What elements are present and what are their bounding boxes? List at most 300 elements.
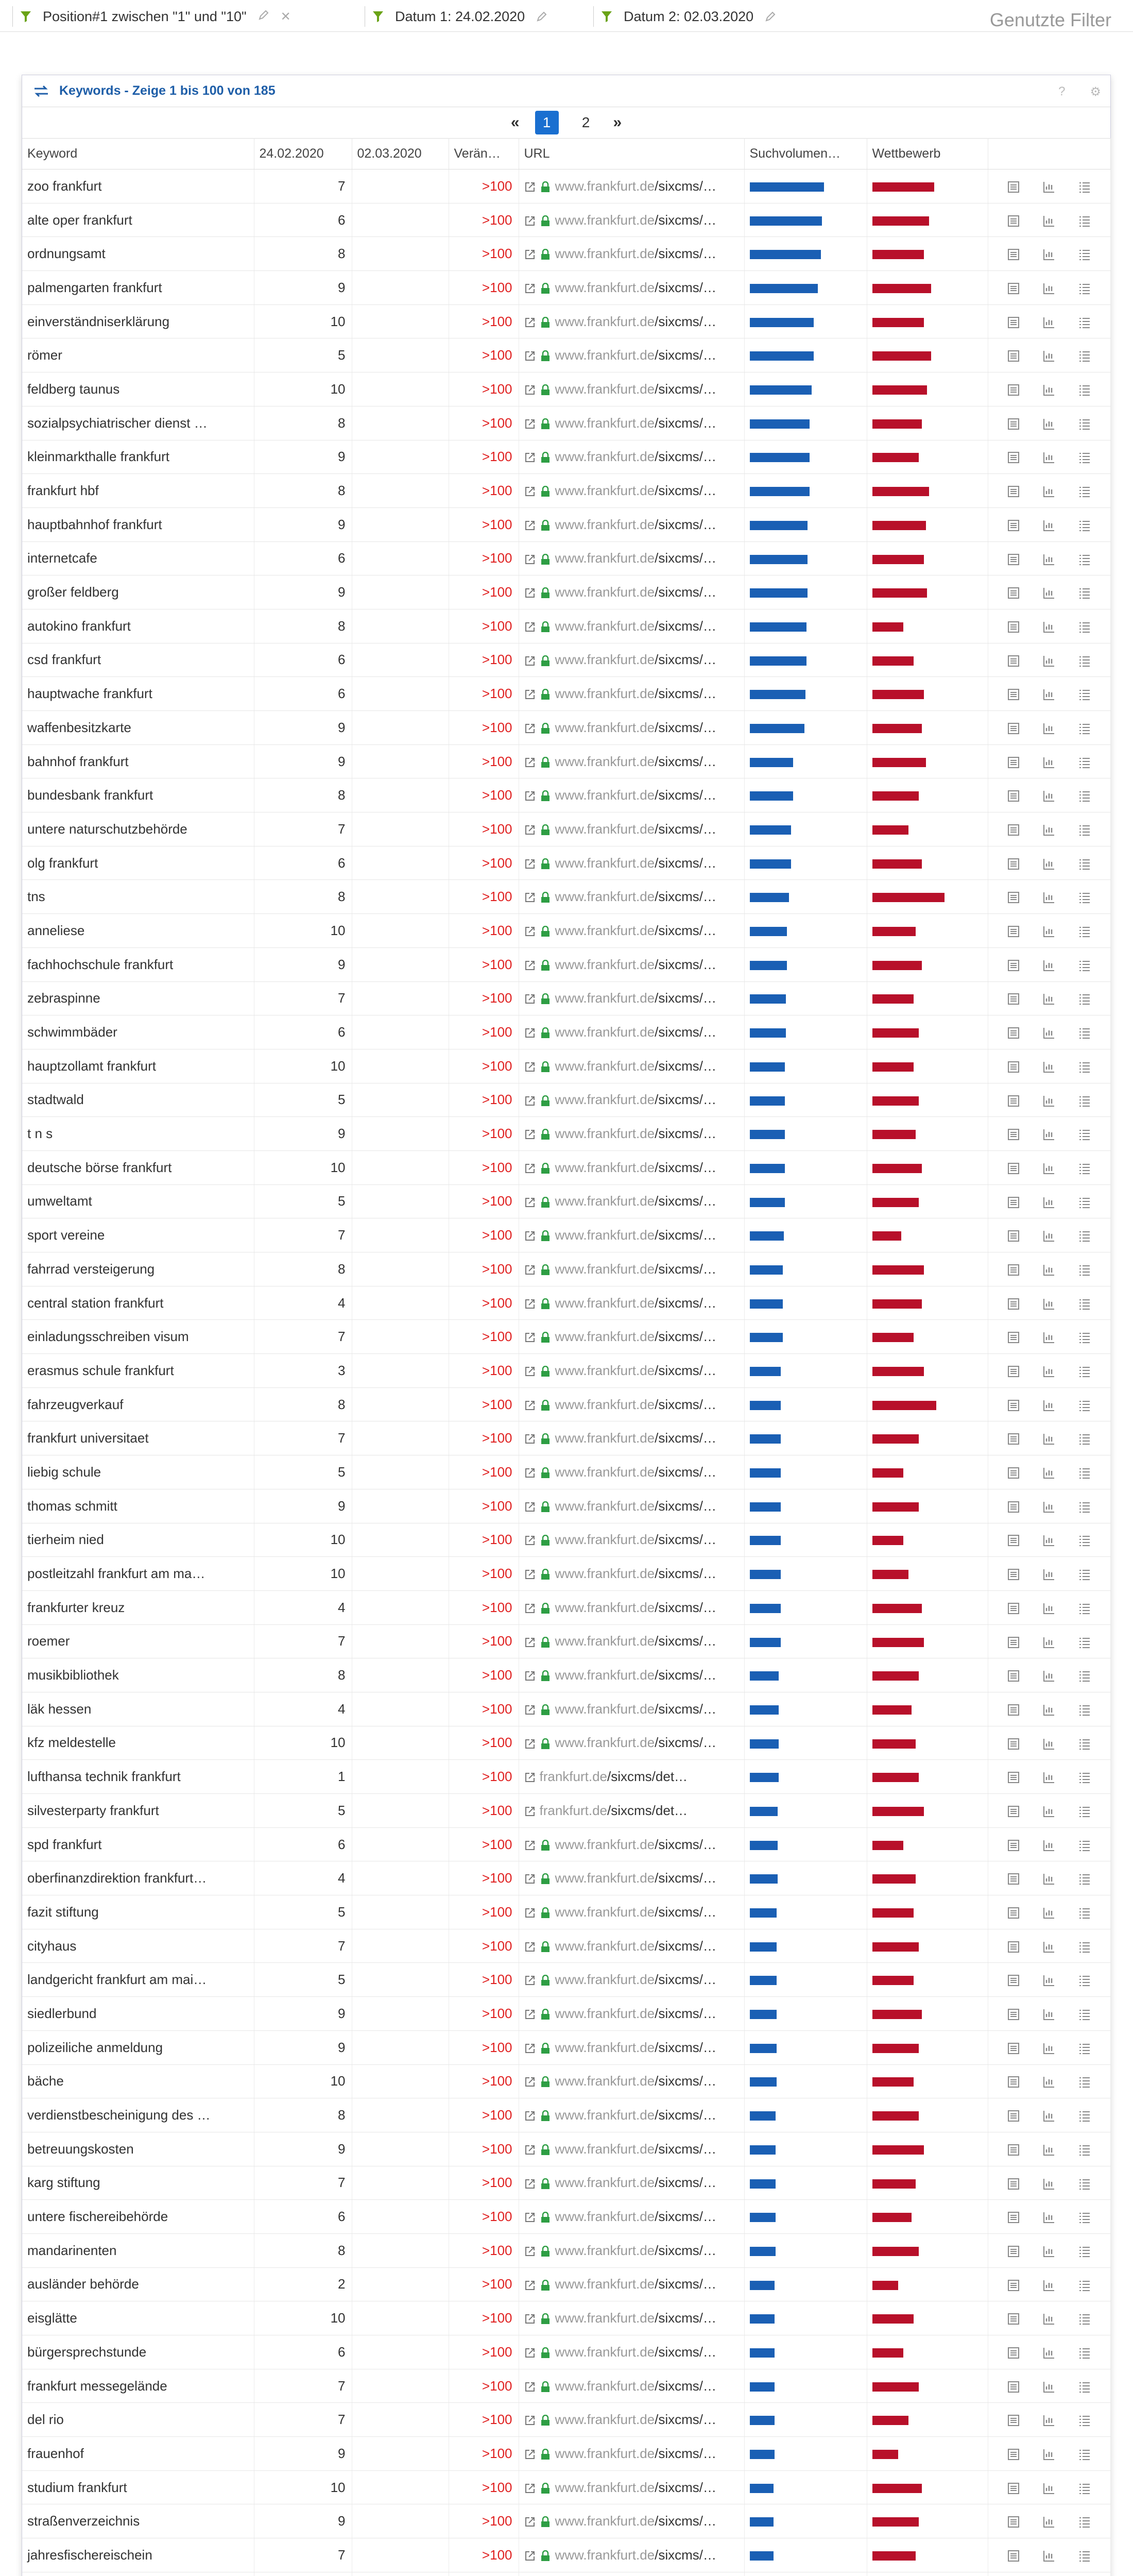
keyword-cell[interactable]: frankfurt messegelände	[22, 2369, 254, 2403]
details-icon[interactable]	[1007, 1602, 1020, 1615]
chart-icon[interactable]	[1042, 180, 1056, 194]
url-domain[interactable]: www.frankfurt.de	[555, 1498, 655, 1514]
url-path[interactable]: /sixcms/…	[655, 2175, 717, 2191]
prev-page-button[interactable]: «	[510, 114, 520, 131]
url-domain[interactable]: www.frankfurt.de	[555, 1904, 655, 1920]
list-icon[interactable]	[1078, 1500, 1091, 1514]
keyword-cell[interactable]: untere fischereibehörde	[22, 2200, 254, 2234]
url-domain[interactable]: www.frankfurt.de	[555, 1261, 655, 1277]
chart-icon[interactable]	[1042, 1940, 1056, 1954]
details-icon[interactable]	[1007, 553, 1020, 566]
keyword-cell[interactable]: feldberg taunus	[22, 372, 254, 406]
table-row[interactable]	[22, 2200, 1110, 2234]
table-row[interactable]	[22, 1252, 1110, 1286]
chart-icon[interactable]	[1042, 992, 1056, 1006]
table-row[interactable]	[22, 2470, 1110, 2504]
keyword-cell[interactable]: zebraspinne	[22, 981, 254, 1015]
external-link-icon[interactable]	[524, 520, 536, 531]
details-icon[interactable]	[1007, 1128, 1020, 1141]
table-row[interactable]	[22, 203, 1110, 237]
url-domain[interactable]: www.frankfurt.de	[555, 1735, 655, 1751]
chart-icon[interactable]	[1042, 1636, 1056, 1649]
details-icon[interactable]	[1007, 2448, 1020, 2461]
keyword-cell[interactable]: untere naturschutzbehörde	[22, 812, 254, 846]
table-row[interactable]	[22, 406, 1110, 440]
chart-icon[interactable]	[1042, 1365, 1056, 1378]
external-link-icon[interactable]	[524, 1535, 536, 1546]
keyword-cell[interactable]: einladungsschreiben visum	[22, 1320, 254, 1354]
keyword-cell[interactable]: del rio	[22, 2403, 254, 2437]
table-row[interactable]	[22, 880, 1110, 914]
url-path[interactable]: /sixcms/…	[655, 821, 717, 837]
keyword-cell[interactable]: t n s	[22, 1117, 254, 1151]
list-icon[interactable]	[1078, 1568, 1091, 1581]
keyword-cell[interactable]: bundesbank frankfurt	[22, 778, 254, 812]
list-icon[interactable]	[1078, 789, 1091, 803]
details-icon[interactable]	[1007, 1636, 1020, 1649]
keyword-cell[interactable]: zoo frankfurt	[22, 170, 254, 204]
external-link-icon[interactable]	[524, 1738, 536, 1750]
keyword-cell[interactable]: umweltamt	[22, 1184, 254, 1218]
chart-icon[interactable]	[1042, 2549, 1056, 2563]
keyword-cell[interactable]: kfz meldestelle	[22, 1726, 254, 1760]
details-icon[interactable]	[1007, 2245, 1020, 2258]
details-icon[interactable]	[1007, 1771, 1020, 1784]
keyword-cell[interactable]: kleinmarkthalle frankfurt	[22, 440, 254, 474]
keyword-cell[interactable]: frankfurt universitaet	[22, 1421, 254, 1455]
url-domain[interactable]: www.frankfurt.de	[555, 618, 655, 634]
list-icon[interactable]	[1078, 1365, 1091, 1378]
keyword-cell[interactable]: jahresfischereischein	[22, 2538, 254, 2572]
list-icon[interactable]	[1078, 2346, 1091, 2360]
chart-icon[interactable]	[1042, 383, 1056, 397]
details-icon[interactable]	[1007, 1229, 1020, 1243]
details-icon[interactable]	[1007, 1534, 1020, 1547]
details-icon[interactable]	[1007, 2109, 1020, 2123]
external-link-icon[interactable]	[524, 350, 536, 362]
chart-icon[interactable]	[1042, 2143, 1056, 2157]
table-row[interactable]	[22, 2369, 1110, 2403]
list-icon[interactable]	[1078, 1839, 1091, 1852]
external-link-icon[interactable]	[524, 1061, 536, 1073]
keyword-cell[interactable]: musikbibliothek	[22, 1658, 254, 1692]
url-path[interactable]: /sixcms/…	[655, 381, 717, 397]
url-path[interactable]: /sixcms/…	[655, 212, 717, 228]
chart-icon[interactable]	[1042, 2211, 1056, 2224]
url-path[interactable]: /sixcms/…	[655, 550, 717, 566]
external-link-icon[interactable]	[524, 1975, 536, 1986]
url-domain[interactable]: www.frankfurt.de	[555, 2547, 655, 2563]
details-icon[interactable]	[1007, 214, 1020, 228]
url-domain[interactable]: www.frankfurt.de	[555, 956, 655, 972]
chart-icon[interactable]	[1042, 1500, 1056, 1514]
url-domain[interactable]: www.frankfurt.de	[555, 2412, 655, 2428]
table-row[interactable]	[22, 1117, 1110, 1151]
url-domain[interactable]: www.frankfurt.de	[555, 2073, 655, 2089]
table-row[interactable]	[22, 677, 1110, 711]
details-icon[interactable]	[1007, 2482, 1020, 2495]
external-link-icon[interactable]	[524, 1230, 536, 1242]
details-icon[interactable]	[1007, 756, 1020, 769]
url-path[interactable]: /sixcms/…	[655, 889, 717, 905]
list-icon[interactable]	[1078, 1771, 1091, 1784]
chart-icon[interactable]	[1042, 925, 1056, 938]
keyword-cell[interactable]: roemer	[22, 1624, 254, 1658]
details-icon[interactable]	[1007, 1568, 1020, 1581]
url-path[interactable]: /sixcms/…	[655, 2209, 717, 2225]
url-domain[interactable]: www.frankfurt.de	[555, 686, 655, 702]
page-2-button[interactable]: 2	[581, 114, 590, 130]
url-domain[interactable]: www.frankfurt.de	[555, 1126, 655, 1142]
details-icon[interactable]	[1007, 2515, 1020, 2529]
chart-icon[interactable]	[1042, 891, 1056, 904]
keyword-cell[interactable]: thomas schmitt	[22, 1489, 254, 1523]
details-icon[interactable]	[1007, 2008, 1020, 2021]
keyword-cell[interactable]	[22, 2572, 254, 2576]
keyword-cell[interactable]: lufthansa technik frankfurt	[22, 1760, 254, 1794]
url-domain[interactable]: www.frankfurt.de	[555, 1667, 655, 1683]
list-icon[interactable]	[1078, 2211, 1091, 2224]
url-domain[interactable]: www.frankfurt.de	[555, 2479, 655, 2495]
details-icon[interactable]	[1007, 1297, 1020, 1311]
external-link-icon[interactable]	[524, 689, 536, 700]
chart-icon[interactable]	[1042, 2177, 1056, 2191]
table-row[interactable]	[22, 2098, 1110, 2132]
external-link-icon[interactable]	[524, 1603, 536, 1614]
url-path[interactable]: /sixcms/…	[655, 1904, 717, 1920]
chart-icon[interactable]	[1042, 722, 1056, 735]
external-link-icon[interactable]	[524, 655, 536, 667]
url-path[interactable]: /sixcms/…	[655, 1599, 717, 1615]
details-icon[interactable]	[1007, 2211, 1020, 2224]
filter-chip[interactable]	[12, 6, 291, 27]
table-row[interactable]	[22, 338, 1110, 372]
url-domain[interactable]: www.frankfurt.de	[555, 1058, 655, 1074]
url-path[interactable]: /sixcms/…	[655, 2513, 717, 2529]
url-domain[interactable]: www.frankfurt.de	[555, 2141, 655, 2157]
external-link-icon[interactable]	[524, 2483, 536, 2494]
url-domain[interactable]: www.frankfurt.de	[555, 2209, 655, 2225]
details-icon[interactable]	[1007, 1026, 1020, 1040]
table-row[interactable]	[22, 1218, 1110, 1252]
url-path[interactable]: /sixcms/…	[655, 313, 717, 329]
external-link-icon[interactable]	[524, 2110, 536, 2122]
table-row[interactable]	[22, 1997, 1110, 2031]
list-icon[interactable]	[1078, 2177, 1091, 2191]
list-icon[interactable]	[1078, 1974, 1091, 1987]
url-path[interactable]: /sixcms/…	[655, 2479, 717, 2495]
table-row[interactable]	[22, 304, 1110, 338]
url-domain[interactable]: www.frankfurt.de	[555, 2310, 655, 2326]
keyword-cell[interactable]: schwimmbäder	[22, 1015, 254, 1049]
table-row[interactable]	[22, 1658, 1110, 1692]
keyword-cell[interactable]: römer	[22, 338, 254, 372]
keyword-cell[interactable]: polizeiliche anmeldung	[22, 2030, 254, 2064]
keyword-cell[interactable]: sport vereine	[22, 1218, 254, 1252]
next-page-button[interactable]: »	[613, 114, 622, 131]
external-link-icon[interactable]	[524, 1163, 536, 1174]
keyword-cell[interactable]: betreuungskosten	[22, 2132, 254, 2166]
keyword-cell[interactable]: anneliese	[22, 914, 254, 948]
list-icon[interactable]	[1078, 1060, 1091, 1074]
list-icon[interactable]	[1078, 823, 1091, 837]
url-domain[interactable]: www.frankfurt.de	[555, 1532, 655, 1548]
list-icon[interactable]	[1078, 586, 1091, 600]
url-path[interactable]: /sixcms/…	[655, 1261, 717, 1277]
table-row[interactable]	[22, 744, 1110, 778]
table-row[interactable]	[22, 1929, 1110, 1963]
col-volume[interactable]: Suchvolumen…	[744, 139, 867, 170]
keyword-cell[interactable]: landgericht frankfurt am mai…	[22, 1963, 254, 1997]
url-path[interactable]: /sixcms/…	[655, 2276, 717, 2292]
table-row[interactable]	[22, 1726, 1110, 1760]
external-link-icon[interactable]	[524, 249, 536, 260]
table-row[interactable]	[22, 1523, 1110, 1557]
page-1-button[interactable]: 1	[535, 111, 559, 134]
list-icon[interactable]	[1078, 2075, 1091, 2089]
chart-icon[interactable]	[1042, 1568, 1056, 1581]
chart-icon[interactable]	[1042, 1094, 1056, 1108]
table-row[interactable]	[22, 981, 1110, 1015]
url-domain[interactable]: www.frankfurt.de	[555, 1870, 655, 1886]
external-link-icon[interactable]	[524, 452, 536, 463]
keyword-cell[interactable]: läk hessen	[22, 1692, 254, 1726]
url-domain[interactable]: www.frankfurt.de	[555, 1227, 655, 1243]
keyword-cell[interactable]: silvesterparty frankfurt	[22, 1794, 254, 1828]
col-url[interactable]: URL	[519, 139, 744, 170]
external-link-icon[interactable]	[524, 1027, 536, 1039]
external-link-icon[interactable]	[524, 1637, 536, 1648]
url-domain[interactable]: www.frankfurt.de	[555, 483, 655, 499]
url-path[interactable]: /sixcms/det…	[607, 1769, 688, 1785]
url-path[interactable]: /sixcms/…	[655, 449, 717, 465]
external-link-icon[interactable]	[524, 1907, 536, 1919]
table-row[interactable]	[22, 1320, 1110, 1354]
external-link-icon[interactable]	[524, 892, 536, 903]
list-icon[interactable]	[1078, 925, 1091, 938]
list-icon[interactable]	[1078, 2008, 1091, 2021]
details-icon[interactable]	[1007, 857, 1020, 871]
url-path[interactable]: /sixcms/…	[655, 483, 717, 499]
table-row[interactable]	[22, 170, 1110, 204]
keyword-cell[interactable]: hauptzollamt frankfurt	[22, 1049, 254, 1083]
external-link-icon[interactable]	[524, 1400, 536, 1411]
details-icon[interactable]	[1007, 620, 1020, 634]
chart-icon[interactable]	[1042, 2008, 1056, 2021]
chart-icon[interactable]	[1042, 2515, 1056, 2529]
table-row[interactable]	[22, 2403, 1110, 2437]
keyword-cell[interactable]: oberfinanzdirektion frankfurt…	[22, 1861, 254, 1895]
edit-icon[interactable]	[258, 9, 269, 21]
list-icon[interactable]	[1078, 2042, 1091, 2055]
details-icon[interactable]	[1007, 2177, 1020, 2191]
chart-icon[interactable]	[1042, 586, 1056, 600]
details-icon[interactable]	[1007, 2549, 1020, 2563]
list-icon[interactable]	[1078, 992, 1091, 1006]
external-link-icon[interactable]	[524, 858, 536, 870]
table-row[interactable]	[22, 1015, 1110, 1049]
url-domain[interactable]: www.frankfurt.de	[555, 1362, 655, 1378]
table-row[interactable]	[22, 947, 1110, 981]
table-row[interactable]	[22, 1895, 1110, 1929]
chart-icon[interactable]	[1042, 248, 1056, 261]
details-icon[interactable]	[1007, 1839, 1020, 1852]
keyword-cell[interactable]: bürgersprechstunde	[22, 2335, 254, 2369]
url-domain[interactable]: www.frankfurt.de	[555, 1464, 655, 1480]
external-link-icon[interactable]	[524, 2313, 536, 2325]
chart-icon[interactable]	[1042, 1196, 1056, 1209]
details-icon[interactable]	[1007, 1805, 1020, 1818]
chart-icon[interactable]	[1042, 214, 1056, 228]
url-path[interactable]: /sixcms/…	[655, 2344, 717, 2360]
details-icon[interactable]	[1007, 2414, 1020, 2427]
url-domain[interactable]: www.frankfurt.de	[555, 1396, 655, 1412]
url-domain[interactable]: www.frankfurt.de	[555, 719, 655, 735]
url-domain[interactable]: www.frankfurt.de	[555, 2005, 655, 2021]
table-row[interactable]	[22, 1489, 1110, 1523]
table-row[interactable]	[22, 237, 1110, 271]
external-link-icon[interactable]	[524, 554, 536, 565]
chart-icon[interactable]	[1042, 620, 1056, 634]
keyword-cell[interactable]: ordnungsamt	[22, 237, 254, 271]
url-path[interactable]: /sixcms/…	[655, 2378, 717, 2394]
chart-icon[interactable]	[1042, 1229, 1056, 1243]
url-domain[interactable]: www.frankfurt.de	[555, 415, 655, 431]
chart-icon[interactable]	[1042, 282, 1056, 295]
keyword-cell[interactable]: tierheim nied	[22, 1523, 254, 1557]
list-icon[interactable]	[1078, 959, 1091, 972]
url-path[interactable]: /sixcms/…	[655, 2005, 717, 2021]
external-link-icon[interactable]	[524, 2347, 536, 2359]
chart-icon[interactable]	[1042, 1974, 1056, 1987]
list-icon[interactable]	[1078, 1026, 1091, 1040]
url-domain[interactable]: www.frankfurt.de	[555, 2378, 655, 2394]
details-icon[interactable]	[1007, 451, 1020, 464]
details-icon[interactable]	[1007, 1060, 1020, 1074]
chart-icon[interactable]	[1042, 1399, 1056, 1412]
list-icon[interactable]	[1078, 1737, 1091, 1751]
gear-icon[interactable]: ⚙	[1090, 85, 1101, 99]
list-icon[interactable]	[1078, 553, 1091, 566]
chart-icon[interactable]	[1042, 2312, 1056, 2326]
external-link-icon[interactable]	[524, 418, 536, 430]
table-row[interactable]	[22, 1049, 1110, 1083]
details-icon[interactable]	[1007, 1872, 1020, 1886]
url-domain[interactable]: www.frankfurt.de	[555, 313, 655, 329]
chart-icon[interactable]	[1042, 316, 1056, 329]
list-icon[interactable]	[1078, 2312, 1091, 2326]
url-domain[interactable]: www.frankfurt.de	[555, 1938, 655, 1954]
list-icon[interactable]	[1078, 1094, 1091, 1108]
keyword-cell[interactable]: verdienstbescheinigung des …	[22, 2098, 254, 2132]
details-icon[interactable]	[1007, 349, 1020, 363]
url-path[interactable]: /sixcms/…	[655, 1498, 717, 1514]
list-icon[interactable]	[1078, 2245, 1091, 2258]
url-path[interactable]: /sixcms/…	[655, 1058, 717, 1074]
url-path[interactable]: /sixcms/…	[655, 1938, 717, 1954]
keyword-cell[interactable]: bahnhof frankfurt	[22, 744, 254, 778]
chart-icon[interactable]	[1042, 1602, 1056, 1615]
table-row[interactable]	[22, 1590, 1110, 1624]
external-link-icon[interactable]	[524, 723, 536, 734]
chart-icon[interactable]	[1042, 2109, 1056, 2123]
list-icon[interactable]	[1078, 485, 1091, 498]
table-row[interactable]	[22, 2166, 1110, 2200]
list-icon[interactable]	[1078, 722, 1091, 735]
details-icon[interactable]	[1007, 248, 1020, 261]
col-date1[interactable]: 24.02.2020	[254, 139, 352, 170]
table-row[interactable]	[22, 1760, 1110, 1794]
url-domain[interactable]: www.frankfurt.de	[555, 1599, 655, 1615]
details-icon[interactable]	[1007, 2312, 1020, 2326]
list-icon[interactable]	[1078, 1331, 1091, 1344]
url-domain[interactable]: www.frankfurt.de	[555, 1972, 655, 1988]
url-path[interactable]: /sixcms/…	[655, 1227, 717, 1243]
external-link-icon[interactable]	[524, 2144, 536, 2156]
url-path[interactable]: /sixcms/…	[655, 1126, 717, 1142]
url-path[interactable]: /sixcms/…	[655, 1701, 717, 1717]
list-icon[interactable]	[1078, 1940, 1091, 1954]
url-path[interactable]: /sixcms/…	[655, 2039, 717, 2055]
url-path[interactable]: /sixcms/…	[655, 1735, 717, 1751]
table-row[interactable]	[22, 575, 1110, 609]
details-icon[interactable]	[1007, 1365, 1020, 1378]
url-domain[interactable]: www.frankfurt.de	[555, 855, 655, 871]
url-path[interactable]: /sixcms/…	[655, 686, 717, 702]
url-path[interactable]: /sixcms/…	[655, 922, 717, 938]
list-icon[interactable]	[1078, 1229, 1091, 1243]
details-icon[interactable]	[1007, 316, 1020, 329]
table-row[interactable]	[22, 1624, 1110, 1658]
url-path[interactable]: /sixcms/…	[655, 1870, 717, 1886]
keyword-cell[interactable]: siedlerbund	[22, 1997, 254, 2031]
list-icon[interactable]	[1078, 1297, 1091, 1311]
url-path[interactable]: /sixcms/…	[655, 618, 717, 634]
url-path[interactable]: /sixcms/…	[655, 753, 717, 769]
details-icon[interactable]	[1007, 586, 1020, 600]
keyword-cell[interactable]: waffenbesitzkarte	[22, 711, 254, 745]
chart-icon[interactable]	[1042, 1026, 1056, 1040]
url-path[interactable]: /sixcms/…	[655, 1633, 717, 1649]
url-domain[interactable]: www.frankfurt.de	[555, 516, 655, 532]
list-icon[interactable]	[1078, 654, 1091, 668]
url-path[interactable]: /sixcms/…	[655, 1396, 717, 1412]
details-icon[interactable]	[1007, 925, 1020, 938]
url-path[interactable]: /sixcms/…	[655, 1295, 717, 1311]
table-row[interactable]	[22, 2064, 1110, 2098]
filter-chip[interactable]	[365, 6, 547, 27]
external-link-icon[interactable]	[524, 960, 536, 971]
keyword-cell[interactable]: frankfurter kreuz	[22, 1590, 254, 1624]
table-row[interactable]	[22, 778, 1110, 812]
external-link-icon[interactable]	[524, 2381, 536, 2393]
external-link-icon[interactable]	[524, 1941, 536, 1953]
url-path[interactable]: /sixcms/…	[655, 956, 717, 972]
list-icon[interactable]	[1078, 1534, 1091, 1547]
details-icon[interactable]	[1007, 2143, 1020, 2157]
external-link-icon[interactable]	[524, 824, 536, 836]
keyword-cell[interactable]: cityhaus	[22, 1929, 254, 1963]
keyword-cell[interactable]: erasmus schule frankfurt	[22, 1354, 254, 1388]
details-icon[interactable]	[1007, 1399, 1020, 1412]
external-link-icon[interactable]	[524, 1840, 536, 1851]
external-link-icon[interactable]	[524, 2280, 536, 2291]
table-row[interactable]	[22, 1083, 1110, 1117]
details-icon[interactable]	[1007, 2279, 1020, 2292]
col-change[interactable]: Verän…	[449, 139, 519, 170]
table-row[interactable]	[22, 1827, 1110, 1861]
keyword-cell[interactable]: postleitzahl frankfurt am ma…	[22, 1557, 254, 1591]
